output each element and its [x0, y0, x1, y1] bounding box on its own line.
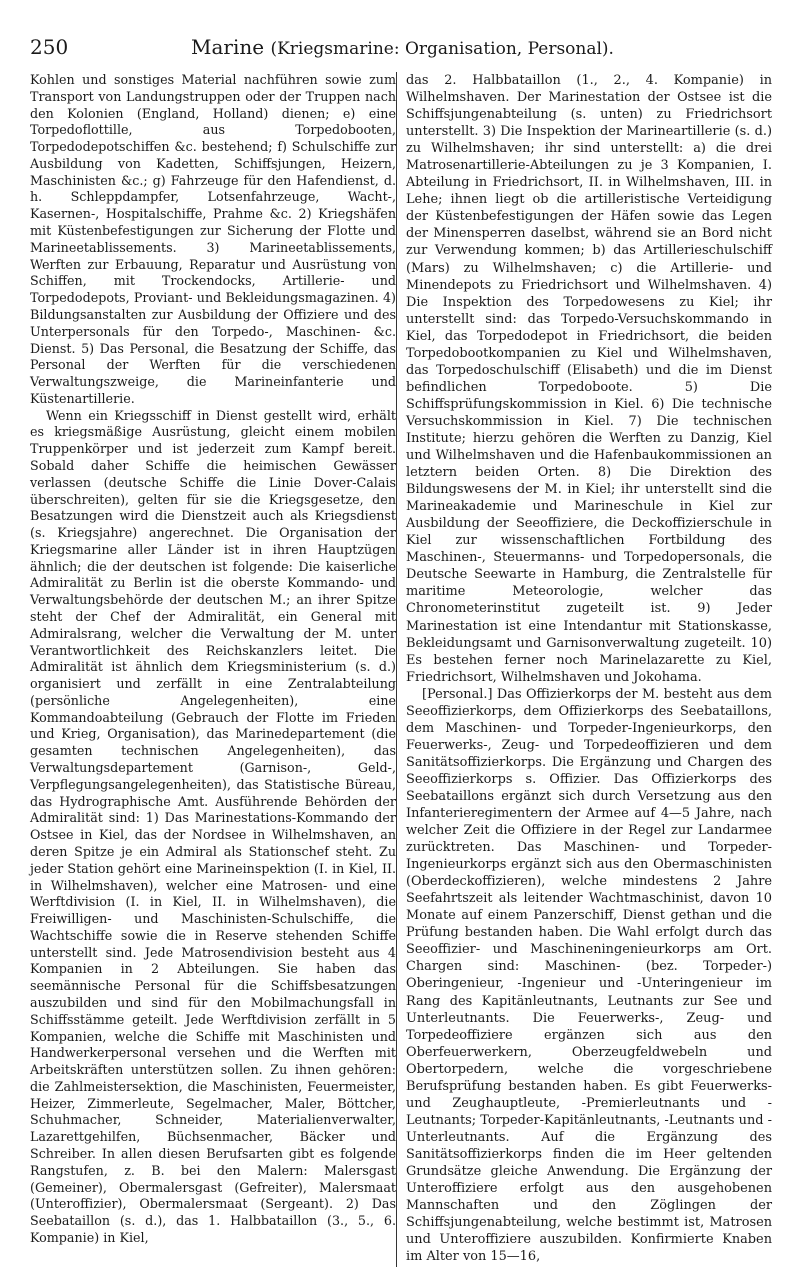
left-paragraph-2: Wenn ein Kriegsschiff in Dienst gestellt wird, erhält es kriegsmäßige Ausrüstung, gleicht einem mobilen Truppenkörper und ist jederzeit zum Kampf bereit. Sobald daher Schiffe die heimischen Gewässer verlassen (deutsche Schiffe die Linie Dover-Calais überschreiten), gelten für sie die Kriegsgesetze, den Besatzungen wird die Dienstzeit auch als Kriegsdienst (s. Kriegsjahre) angerechnet. Die Organisation der Kriegsmarine aller Länder ist in ihren Hauptzügen ähnlich; die der deutschen ist folgende: Die kaiserliche Admiralität zu Berlin ist die oberste Kommando- und Verwaltungsbehörde der deutschen M.; an ihrer Spitze steht der Chef der Admiralität, ein General mit Admiralsrang, welcher die Verwaltung der M. unter Verantwortlichkeit des Reichskanzlers leitet. Die Admiralität ist ähnlich dem Kriegsministerium (s. d.) organisiert und zerfällt in eine Zentralabteilung (persönliche Angelegenheiten), eine Kommandoabteilung (Gebrauch der Flotte im Frieden und Krieg, Organisation), das Marinedepartement (die gesamten technischen Angelegenheiten), das Verwaltungsdepartement (Garnison-, Geld-, Verpflegungsangelegenheiten), das Statistische Büreau, das Hydrographische Amt. Ausführende Behörden der Admiralität sind: 1) Das Marinestations-Kommando der Ostsee in Kiel, das der Nordsee in Wilhelmshaven, an deren Spitze je ein Admiral als Stationschef steht. Zu jeder Station gehört eine Marineinspektion (I. in Kiel, II. in Wilhelmshaven), welcher eine Matrosen- und eine Werftdivision (I. in Kiel, II. in Wilhelmshaven), die Freiwilligen- und Maschinisten-Schulschiffe, die Wachtschiffe sowie die in Reserve stehenden Schiffe unterstellt sind. Jede Matrosendivision besteht aus 4 Kompanien in 2 Abteilungen. Sie haben das seemännische Personal für die Schiffsbesatzungen auszubilden und sind für den Mobilmachungsfall in Schiffsstämme geteilt. Jede Werftdivision zerfällt in 5 Kompanien, welche die Schiffe mit Maschinisten und Handwerkerpersonal versehen und die Werften mit Arbeitskräften unterstützen sollen. Zu ihnen gehören: die Zahlmeistersektion, die Maschinisten, Feuermeister, Heizer, Zimmerleute, Segelmacher, Maler, Böttcher, Schuhmacher, Schneider, Materialienverwalter, Lazarettgehilfen, Büchsenmacher, Bäcker und Schreiber. In allen diesen Berufsarten gibt es folgende Rangstufen, z. B. bei den Malern: Malersgast (Gemeiner), Obermalersgast (Gefreiter), Malersmaat (Unteroffizier), Obermalersmaat (Sergeant). 2) Das Seebataillon (s. d.), das 1. Halbbataillon (3., 5., 6. Kompanie) in Kiel, [30, 407, 396, 1245]
right-paragraph-2: [Personal.] Das Offizierkorps der M. besteht aus dem Seeoffizierkorps, dem Offizierkorps des Seebataillons, dem Maschinen- und Torpeder-Ingenieurkorps, den Feuerwerks-, Zeug- und Torpedeoffizieren und dem Sanitätsoffizierkorps. Die Ergänzung und Chargen des Seeoffizierkorps s. Offizier. Das Offizierkorps des Seebataillons ergänzt sich durch Versetzung aus den Infanterieregimentern der Armee auf 4—5 Jahre, nach welcher Zeit die Offiziere in der Regel zur Landarmee zurücktreten. Das Maschinen- und Torpeder-Ingenieurkorps ergänzt sich aus den Obermaschinisten (Oberdeckoffizieren), welche mindestens 2 Jahre Seefahrtszeit als leitender Wachtmaschinist, davon 10 Monate auf einem Panzerschiff, Dienst gethan und die Prüfung bestanden haben. Die Wahl erfolgt durch das Seeoffizier- und Maschineningenieurkorps am Ort. Chargen sind: Maschinen- (bez. Torpeder-) Oberingenieur, -Ingenieur und -Unteringenieur im Rang des Kapitänleutnants, Leutnants zur See und Unterleutnants. Die Feuerwerks-, Zeug- und Torpedeoffiziere ergänzen sich aus den Oberfeuerwerkern, Oberzeugfeldwebeln und Obertorpedern, welche die vorgeschriebene Berufsprüfung bestanden haben. Es gibt Feuerwerks- und Zeughauptleute, -Premierleutnants und -Leutnants; Torpeder-Kapitänleutnants, -Leutnants und -Unterleutnants. Auf die Ergänzung des Sanitätsoffizierkorps finden die im Heer geltenden Grundsätze gleiche Anwendung. Die Ergänzung der Unteroffiziere erfolgt aus den ausgehobenen Mannschaften und den Zöglingen der Schiffsjungenabteilung, welche bestimmt ist, Matrosen und Unteroffiziere auszubilden. Konfirmierte Knaben im Alter von 15—16, [406, 686, 772, 1265]
running-title-main: Marine [191, 35, 265, 59]
right-column [406, 72, 772, 1265]
page-number: 250 [30, 35, 69, 59]
column-divider [396, 72, 397, 1267]
running-title [30, 34, 775, 62]
right-paragraph-1: das 2. Halbbataillon (1., 2., 4. Kompanie) in Wilhelmshaven. Der Marinestation der Ostsee ist die Schiffsjungenabteilung (s. unten) zu Friedrichsort unterstellt. 3) Die Inspektion der Marineartillerie (s. d.) zu Wilhelmshaven; ihr sind unterstellt: a) die drei Matrosenartillerie-Abteilungen zu je 3 Kompanien, I. Abteilung in Friedrichsort, II. in Wilhelmshaven, III. in Lehe; ihnen liegt ob die artilleristische Verteidigung der Küstenbefestigungen der Häfen sowie das Legen der Minensperren daselbst, während sie an Bord nicht zur Verwendung kommen; b) das Artillerieschulschiff (Mars) zu Wilhelmshaven; c) die Artillerie- und Minendepots zu Friedrichsort und Wilhelmshaven. 4) Die Inspektion des Torpedowesens zu Kiel; ihr unterstellt sind: das Torpedo-Versuchskommando in Kiel, das Torpedodepot in Friedrichsort, die beiden Torpedobootkompanien zu Kiel und Wilhelmshaven, das Torpedoschulschiff (Elisabeth) und die im Dienst befindlichen Torpedoboote. 5) Die Schiffsprüfungskommission in Kiel. 6) Die technische Versuchskommission in Kiel. 7) Die technischen Institute; hierzu gehören die Werften zu Danzig, Kiel und Wilhelmshaven und die Hafenbaukommissionen an letztern beiden Orten. 8) Die Direktion des Bildungswesens der M. in Kiel; ihr unterstellt sind die Marineakademie und Marineschule in Kiel zur Ausbildung der Seeoffiziere, die Deckoffizierschule in Kiel zur wissenschaftlichen Fortbildung des Maschinen-, Steuermanns- und Torpedopersonals, die Deutsche Seewarte in Hamburg, die Zentralstelle für maritime Meteorologie, welcher das Chronometerinstitut zugeteilt ist. 9) Jeder Marinestation ist eine Intendantur mit Stationskasse, Bekleidungsamt und Garnisonverwaltung zugeteilt. 10) Es bestehen ferner noch Marinelazarette zu Kiel, Friedrichsort, Wilhelmshaven und Jokohama. [406, 73, 772, 685]
running-title-subtitle: (Kriegsmarine: Organisation, Personal). [270, 39, 614, 59]
page-header [30, 34, 775, 60]
left-paragraph-1: Kohlen und sonstiges Material nachführen sowie zum Transport von Landungstruppen oder der Truppen nach den Kolonien (England, Holland) dienen; e) eine Torpedoflottille, aus Torpedobooten, Torpedodepotschiffen &c. bestehend; f) Schulschiffe zur Ausbildung von Kadetten, Schiffsjungen, Heizern, Maschinisten &c.; g) Fahrzeuge für den Hafendienst, d. h. Schleppdampfer, Lotsenfahrzeuge, Wacht-, Kasernen-, Hospitalschiffe, Prahme &c. 2) Kriegshäfen mit Küstenbefestigungen zur Sicherung der Flotte und Marineetablissements. 3) Marineetablissements, Werften zur Erbauung, Reparatur und Ausrüstung von Schiffen, mit Trockendocks, Artillerie- und Torpedodepots, Proviant- und Bekleidungsmagazinen. 4) Bildungsanstalten zur Ausbildung der Offiziere und des Unterpersonals für den Torpedo-, Maschinen- &c. Dienst. 5) Das Personal, die Besatzung der Schiffe, das Personal der Werften für die verschiedenen Verwaltungszweige, die Marineinfanterie und Küstenartillerie. [30, 72, 396, 406]
left-column [30, 72, 396, 1247]
